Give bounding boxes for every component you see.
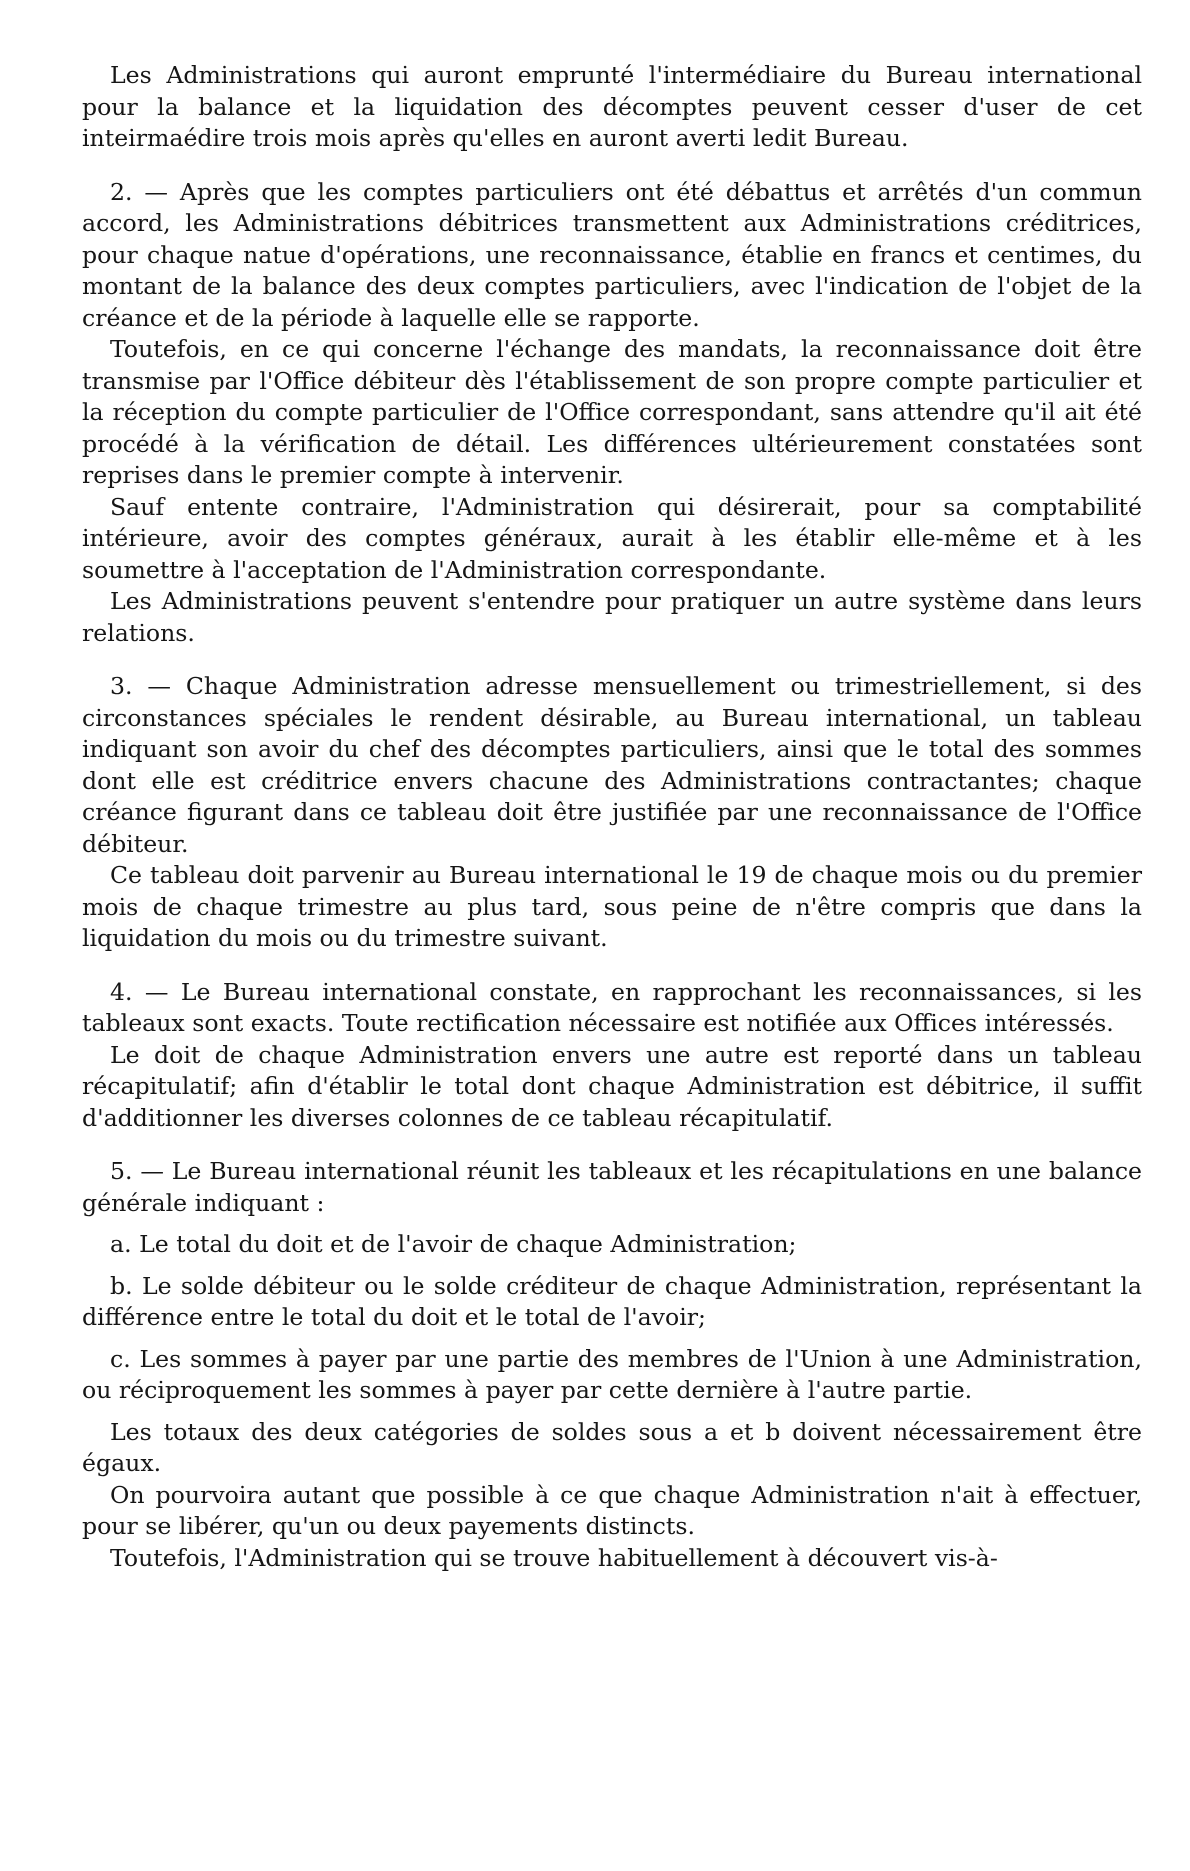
paragraph-section-3: 3. — Chaque Administration adresse mensuellement ou trimestriellement, si des circonstances spéciales le rendent désirable, au Bureau international, un tableau indiquant son avoir du chef des décomptes particuliers, ainsi que le total des sommes dont elle est créditrice envers chacune des Administrations contractantes; chaque créance figurant dans ce tableau doit être justifiée par une reconnaissance de l'Office débiteur.	[82, 672, 1142, 858]
list-item-a: a. Le total du doit et de l'avoir de chaque Administration;	[110, 1230, 797, 1258]
paragraph-money-orders: Toutefois, en ce qui concerne l'échange des mandats, la reconnaissance doit être transmise par l'Office débiteur dès l'établissement de son propre compte particulier et la réception du compte particulier de l'Office correspondant, sans attendre qu'il ait été procédé à la vérification de détail. Les différences ultérieurement constatées sont reprises dans le premier compte à intervenir.	[82, 335, 1142, 489]
paragraph-payments: On pourvoira autant que possible à ce que chaque Administration n'ait à effectuer, pour se libérer, qu'un ou deux payements distincts.	[82, 1480, 1142, 1540]
list-item-c: c. Les sommes à payer par une partie des membres de l'Union à une Administration, ou réciproquement les sommes à payer par cette dernière à l'autre partie.	[82, 1344, 1142, 1404]
paragraph-section-5: 5. — Le Bureau international réunit les tableaux et les récapitulations en une balance générale indiquant :	[82, 1157, 1142, 1217]
document-page	[82, 60, 1142, 1574]
paragraph-other-system: Les Administrations peuvent s'entendre pour pratiquer un autre système dans leurs relations.	[82, 587, 1142, 647]
list-item-b: b. Le solde débiteur ou le solde créditeur de chaque Administration, représentant la différence entre le total du doit et le total de l'avoir;	[82, 1271, 1142, 1331]
paragraph-section-4: 4. — Le Bureau international constate, en rapprochant les reconnaissances, si les tableaux sont exacts. Toute rectification nécessaire est notifiée aux Offices intéressés.	[82, 977, 1142, 1037]
paragraph-table-deadline: Ce tableau doit parvenir au Bureau international le 19 de chaque mois ou du premier mois de chaque trimestre au plus tard, sous peine de n'être compris que dans la liquidation du mois ou du trimestre suivant.	[82, 861, 1142, 952]
paragraph-withdrawal-notice: Les Administrations qui auront emprunté l'intermédiaire du Bureau international pour la balance et la liquidation des décomptes peuvent cesser d'user de cet inteirmaédire trois mois après qu'elles en auront averti ledit Bureau.	[82, 61, 1142, 152]
paragraph-totals-equal: Les totaux des deux catégories de soldes sous a et b doivent nécessairement être égaux.	[82, 1417, 1142, 1477]
paragraph-continuation: Toutefois, l'Administration qui se trouve habituellement à découvert vis-à-	[110, 1543, 998, 1572]
paragraph-recap-table: Le doit de chaque Administration envers une autre est reporté dans un tableau récapitulatif; afin d'établir le total dont chaque Administration est débitrice, il suffit d'additionner les diverses colonnes de ce tableau récapitulatif.	[82, 1040, 1142, 1132]
paragraph-general-accounts: Sauf entente contraire, l'Administration qui désirerait, pour sa comptabilité intérieure, avoir des comptes généraux, aurait à les établir elle-même et à les soumettre à l'acceptation de l'Administration correspondante.	[82, 492, 1142, 584]
paragraph-section-2: 2. — Après que les comptes particuliers ont été débattus et arrêtés d'un commun accord, les Administrations débitrices transmettent aux Administrations créditrices, pour chaque natue d'opérations, une reconnaissance, établie en francs et centimes, du montant de la balance des deux comptes particuliers, avec l'indication de l'objet de la créance et de la période à laquelle elle se rapporte.	[82, 177, 1142, 332]
